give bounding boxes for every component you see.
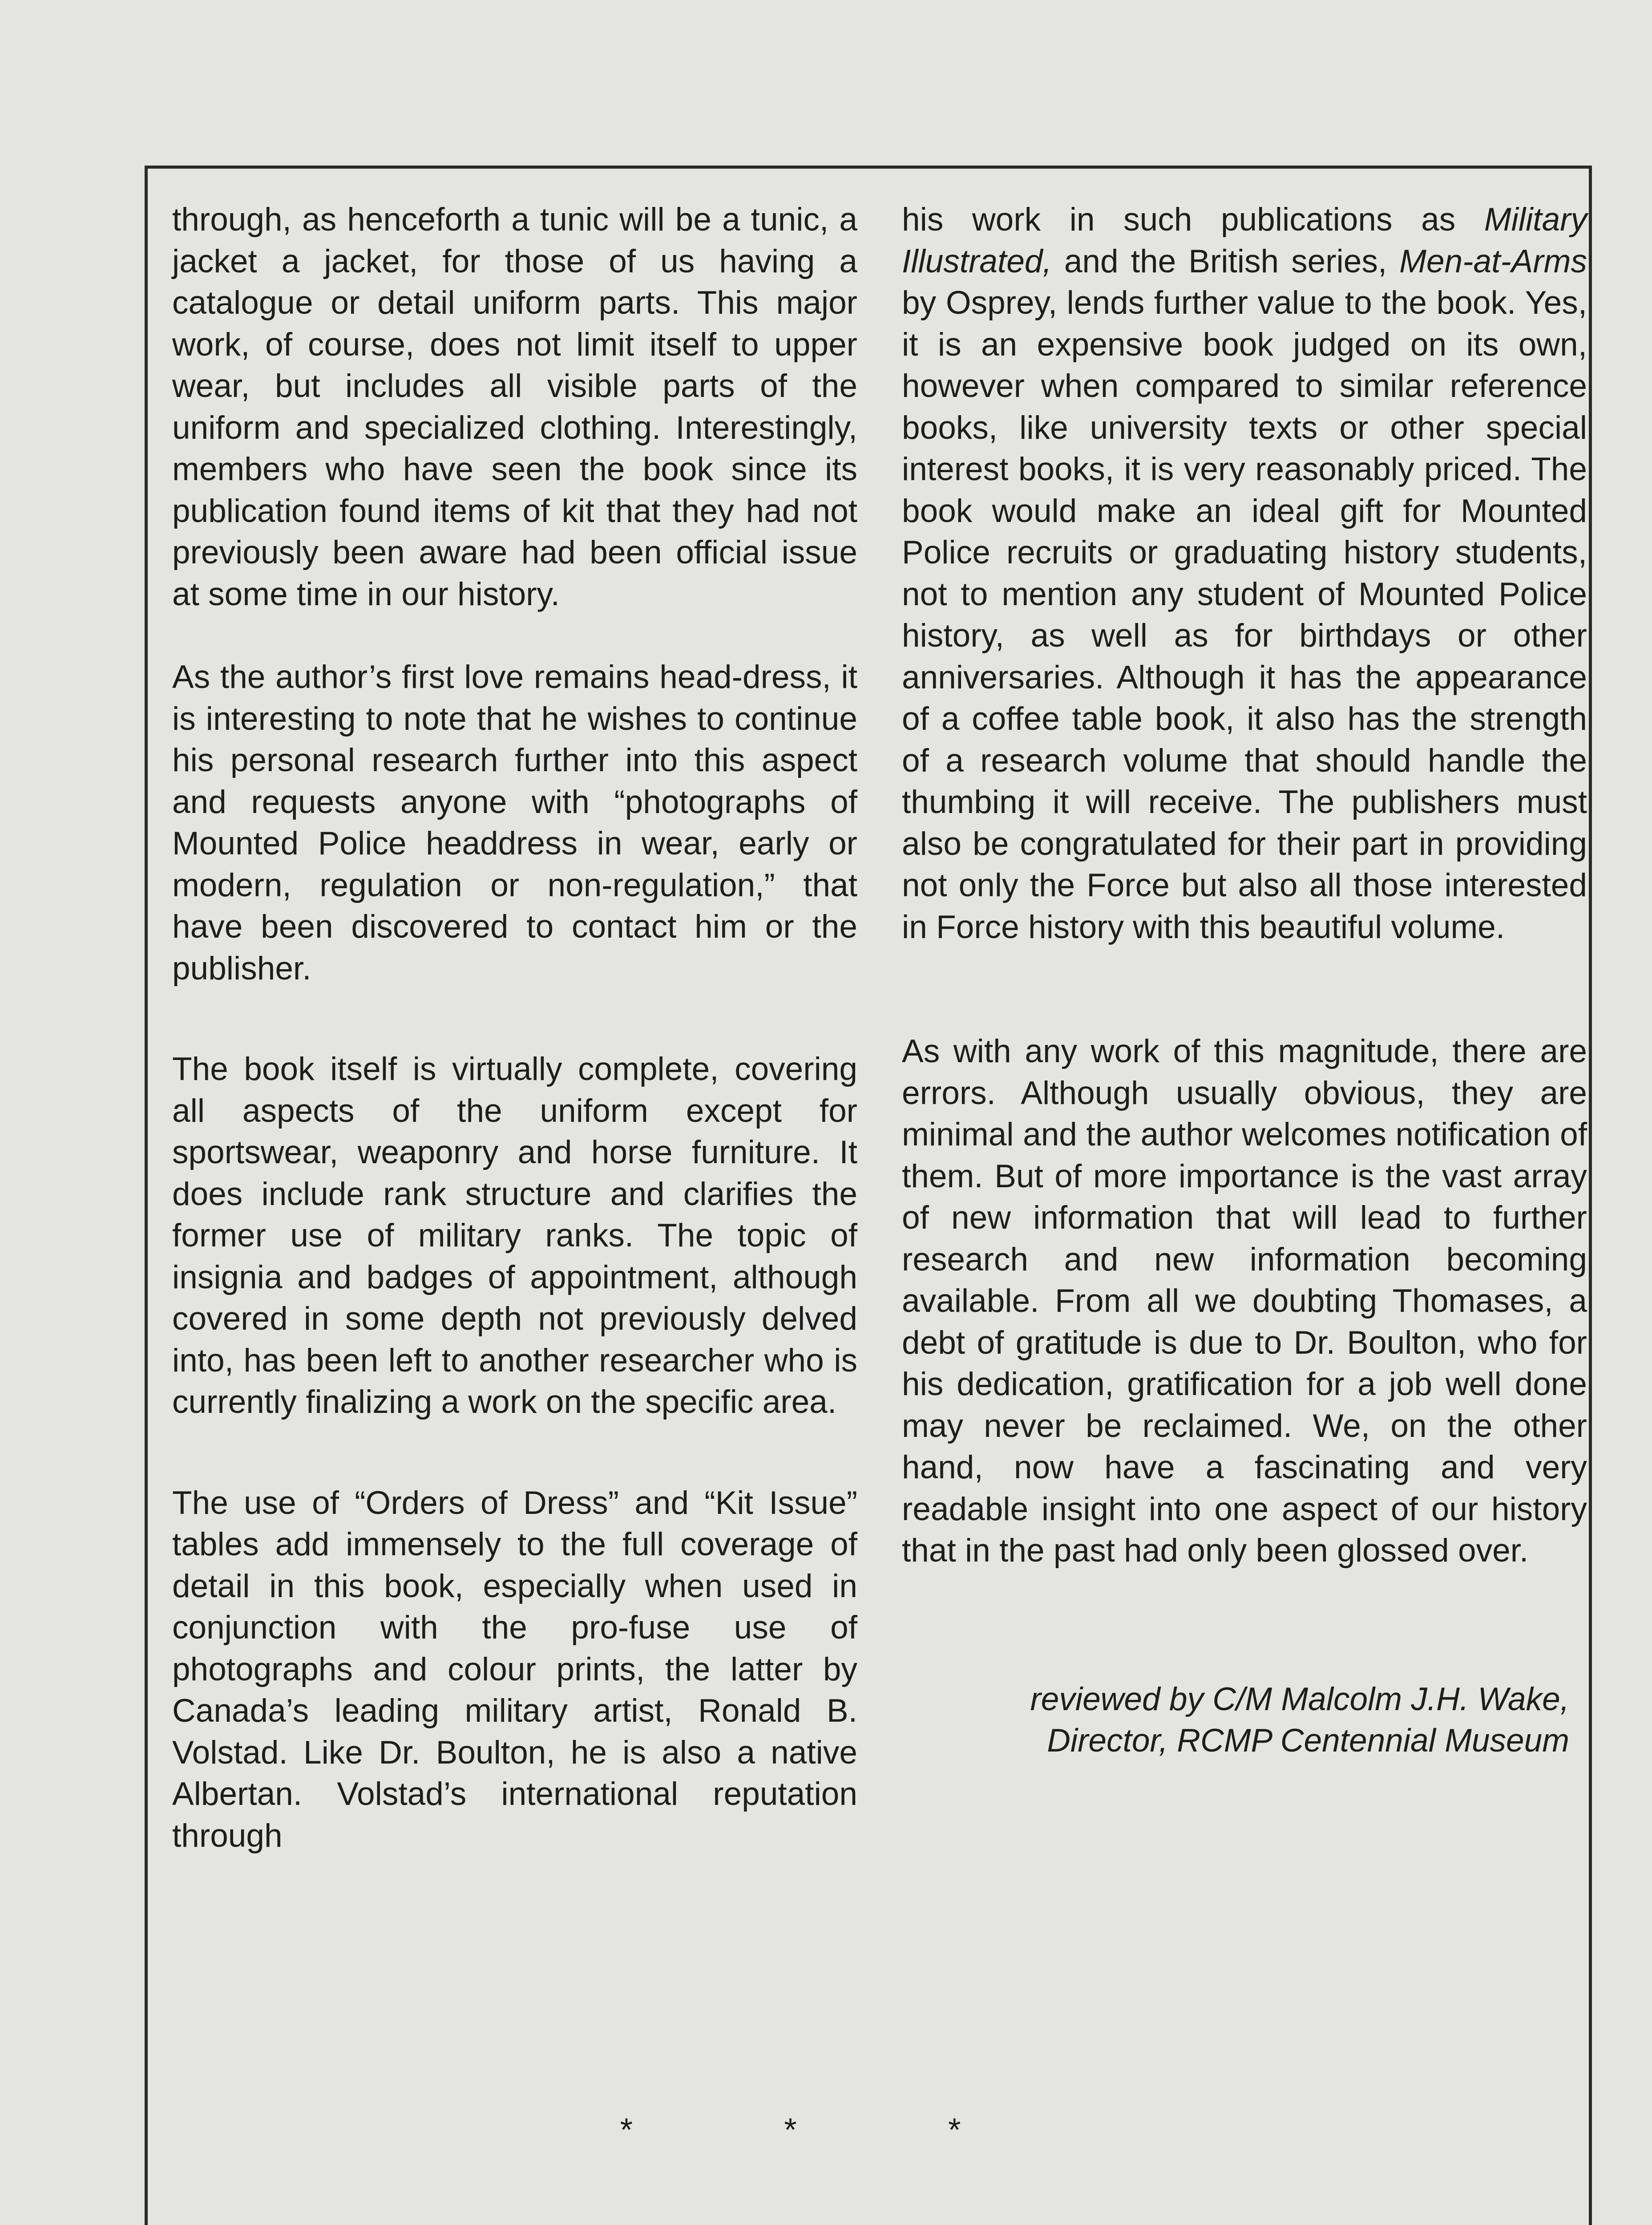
section-separator: * * * xyxy=(620,2112,1032,2148)
right-column xyxy=(902,199,1587,1762)
byline-line: Director, RCMP Centennial Museum xyxy=(1047,1723,1569,1759)
text-run: his work in such publications as xyxy=(902,202,1484,238)
reviewer-byline xyxy=(902,1679,1587,1762)
left-column xyxy=(172,199,857,1857)
paragraph: through, as henceforth a tunic will be a tunic, a jacket a jacket, for those of us having a catalogue or detail uniform parts. This major work, of course, does not limit itself to upper wear, but includes all visible parts of the uniform and specialized clothing. Interestingly, members who have seen the book since its publication found items of kit that they had not previously been aware had been official issue at some time in our history. xyxy=(172,202,857,612)
paragraph xyxy=(902,199,1587,948)
paragraph: The use of “Orders of Dress” and “Kit Issue” tables add immensely to the full coverage of detail in this book, especially when used in conjunction with the pro-fuse use of photographs and colour prints, the latter by Canada’s leading military artist, Ronald B. Volstad. Like Dr. Boulton, he is also a native Albertan. Volstad’s international reputation through xyxy=(172,1485,857,1854)
paragraph: The book itself is virtually complete, covering all aspects of the uniform except for sportswear, weaponry and horse furniture. It does include rank structure and clarifies the former use of military ranks. The topic of insignia and badges of appointment, although covered in some depth not previously delved into, has been left to another researcher who is currently finalizing a work on the specific area. xyxy=(172,1051,857,1420)
publication-title: Men-at-Arms xyxy=(1399,243,1587,279)
article-frame xyxy=(145,166,1592,2225)
publication-title: Military Illustrated, xyxy=(902,202,1587,279)
byline-line: reviewed by C/M Malcolm J.H. Wake, xyxy=(1030,1681,1569,1717)
text-run: by Osprey, lends further value to the book. Yes, it is an expensive book judged on its own, however when compared to similar reference books, like university texts or other special interest books, it is very reasonably priced. The book would make an ideal gift for Mounted Police recruits or graduating history students, not to mention any student of Mounted Police history, as well as for birthdays or other anniversaries. Although it has the appearance of a coffee table book, it also has the strength of a research volume that should handle the thumbing it will receive. The publishers must also be congratulated for their part in providing not only the Force but also all those interested in Force history with this beautiful volume. xyxy=(902,285,1587,945)
paragraph: As the author’s first love remains head-dress, it is interesting to note that he wishes to continue his personal research further into this aspect and requests anyone with “photographs of Mounted Police headdress in wear, early or modern, regulation or non-regulation,” that have been discovered to contact him or the publisher. xyxy=(172,659,857,987)
paragraph: As with any work of this magnitude, there are errors. Although usually obvious, they are minimal and the author welcomes notification of them. But of more importance is the vast array of new information that will lead to further research and new information becoming available. From all we doubting Thomases, a debt of gratitude is due to Dr. Boulton, who for his dedication, gratification for a job well done may never be reclaimed. We, on the other hand, now have a fascinating and very readable insight into one aspect of our history that in the past had only been glossed over. xyxy=(902,1033,1587,1569)
text-run: and the British series, xyxy=(1051,243,1400,279)
